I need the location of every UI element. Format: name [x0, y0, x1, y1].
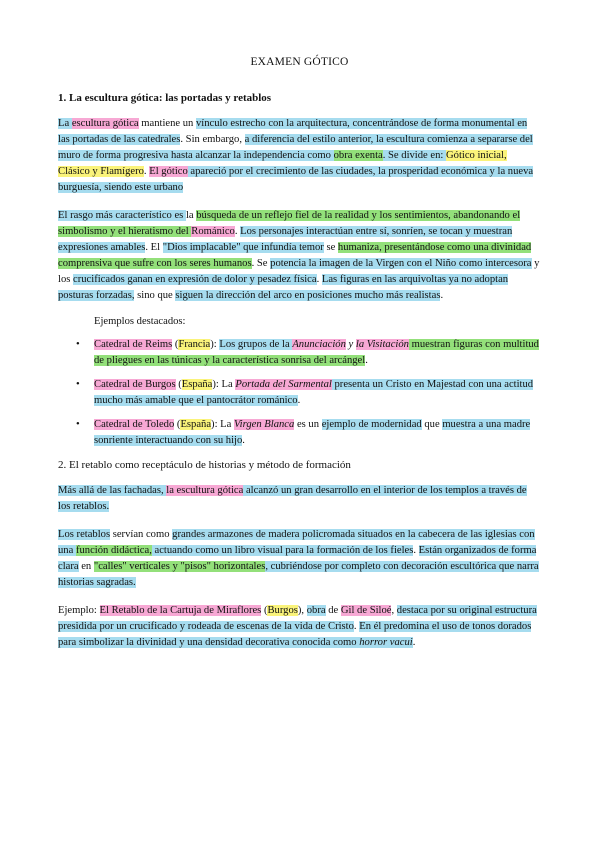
highlight-pink: Gil de Siloé	[340, 605, 392, 616]
examples-list	[58, 337, 541, 449]
text-run: (	[172, 339, 179, 350]
highlight-blue: tonos dorados para simbolizar la divinidad y una densidad decorativa conocida como	[58, 621, 532, 648]
text-run: mantiene un	[138, 118, 196, 129]
bullet-icon: •	[76, 379, 80, 390]
highlight-blue: grandes armazones de madera policromada	[172, 529, 356, 540]
text-run: (	[175, 379, 182, 390]
highlight-pink: Anunciación	[292, 339, 346, 350]
text-run: es un	[294, 419, 322, 430]
highlight-blue: ejemplo de modernidad	[321, 419, 422, 430]
highlight-blue: destaca por su original estructura presidida por un crucificado y rodeada de escenas de la vida de Cristo	[58, 605, 537, 632]
highlight-blue: Los personajes interactúan entre sí, sonríen, se tocan y muestran expresiones amables	[58, 226, 513, 253]
highlight-pink: la Visitación	[355, 339, 409, 350]
highlight-pink: El Retablo de la Cartuja de Miraflores	[99, 605, 262, 616]
highlight-pink: Catedral de Toledo	[94, 419, 175, 430]
text-run: .	[440, 290, 444, 301]
highlight-blue: Los grupos de la	[219, 339, 293, 350]
highlight-blue: muestra a una madre sonriente interactuando con su hijo	[94, 419, 531, 446]
bullet-icon: •	[76, 419, 80, 430]
examples-intro: Ejemplos destacados:	[94, 316, 186, 327]
text-run: ): La	[212, 379, 236, 390]
page-title: EXAMEN GÓTICO	[250, 56, 349, 68]
text-run: y los	[58, 258, 540, 285]
text-run: servían como	[110, 529, 173, 540]
highlight-blue: situados en la cabecera de las iglesias con una	[58, 529, 535, 556]
text-run: .	[353, 621, 360, 632]
text-run: .	[234, 226, 241, 237]
example-item-toledo	[58, 417, 541, 449]
example-text	[94, 339, 539, 366]
highlight-blue: obra	[306, 605, 326, 616]
highlight-pink: escultura gótica	[71, 118, 139, 129]
highlight-pink: Catedral de Burgos	[94, 379, 176, 390]
highlight-blue: Los retablos	[58, 529, 111, 540]
example-item-burgos	[58, 377, 541, 409]
text-run: y	[345, 339, 356, 350]
highlight-blue: "Dios implacable" que infundía temor	[162, 242, 324, 253]
highlight-blue: Las figuras en las arquivoltas ya no adoptan posturas forzadas,	[58, 274, 509, 301]
highlight-blue: El rasgo más característico es	[58, 210, 186, 221]
highlight-blue: concentrándose de forma monumental en las portadas de las catedrales	[58, 118, 528, 145]
example-text	[94, 379, 533, 406]
highlight-blue: , cubriéndose por completo con decoración escultórica que narra historias sagradas.	[58, 561, 539, 588]
text-run: de	[325, 605, 341, 616]
highlight-blue: potencia la imagen de la Virgen con el Niño como intercesora	[270, 258, 532, 269]
text-run: .	[413, 545, 419, 556]
text-run: la	[185, 210, 197, 221]
highlight-blue: vínculo estrecho con la arquitectura,	[195, 118, 353, 129]
text-run: ):	[210, 339, 220, 350]
text-run: .	[365, 355, 368, 366]
highlight-yellow: España	[181, 379, 213, 390]
highlight-green: muestran figuras con multitud de pliegues en las túnicas y la característica sonrisa del arcángel	[94, 339, 539, 366]
highlight-blue: crucificados ganan en expresión de dolor y pesadez física	[73, 274, 317, 285]
text-run: .	[242, 435, 245, 446]
text-run: .	[412, 637, 416, 648]
highlight-green: obra exenta	[333, 150, 383, 161]
highlight-blue: La	[58, 118, 72, 129]
highlight-yellow: España	[180, 419, 212, 430]
text-run: . Sin embargo,	[180, 134, 245, 145]
highlight-pink: El gótico	[149, 166, 188, 177]
text-run: en	[78, 561, 94, 572]
highlight-blue: actuando como un libro visual para la formación de los fieles	[151, 545, 414, 556]
example-item-reims	[58, 337, 541, 369]
example-text	[94, 419, 530, 446]
highlight-pink: la escultura gótica	[166, 485, 244, 496]
highlight-blue: . Se divide en:	[382, 150, 446, 161]
highlight-blue: Más allá de las fachadas,	[58, 485, 167, 496]
text-run: . Se	[251, 258, 271, 269]
highlight-yellow: Francia	[178, 339, 211, 350]
highlight-blue: alcanzó un gran desarrollo en el interior de los templos a través de los retablos.	[58, 485, 527, 512]
text-run: .	[143, 166, 150, 177]
section-2-paragraph-2	[58, 527, 541, 591]
section-1-paragraph-2	[58, 208, 541, 304]
highlight-blue: apareció por el crecimiento de las ciudades, la prosperidad económica y la nueva burguesía, siendo este urbano	[58, 166, 534, 193]
highlight-green: "calles" verticales y "pisos" horizontales	[93, 561, 266, 572]
section-2-heading: 2. El retablo como receptáculo de historias y método de formación	[58, 459, 351, 471]
text-run: ),	[297, 605, 307, 616]
highlight-pink: Virgen Blanca	[234, 419, 295, 430]
section-2-paragraph-1	[58, 483, 541, 515]
text-run: (	[261, 605, 268, 616]
highlight-green: humaniza, presentándose como una divinidad comprensiva que sufre con los seres humanos	[58, 242, 532, 269]
text-run: ,	[391, 605, 397, 616]
bullet-icon: •	[76, 339, 80, 350]
highlight-blue: siguen la dirección del arco en posiciones mucho más realistas	[175, 290, 441, 301]
section-2-paragraph-3	[58, 603, 541, 651]
highlight-blue: a diferencia del estilo anterior, la escultura comienza a separarse del muro de forma progresiva hasta alcanzar la independencia como	[58, 134, 533, 161]
text-run: Ejemplo:	[58, 605, 100, 616]
text-run: se	[323, 242, 338, 253]
section-1-paragraph-1	[58, 116, 541, 196]
highlight-blue: Están organizados de forma clara	[58, 545, 537, 572]
highlight-blue: presenta un Cristo en Majestad con una actitud mucho más amable que el pantocrátor románico	[94, 379, 534, 406]
highlight-blue: horror vacui	[359, 637, 413, 648]
text-run: (	[174, 419, 181, 430]
highlight-blue: En él predomina el uso de	[359, 621, 470, 632]
text-run: .	[316, 274, 322, 285]
highlight-green: búsqueda de un reflejo fiel de la realidad y los sentimientos, abandonando el simbolismo y el hieratismo del	[58, 210, 521, 237]
highlight-pink: Catedral de Reims	[94, 339, 173, 350]
highlight-pink: Románico	[191, 226, 235, 237]
section-1-heading: 1. La escultura gótica: las portadas y retablos	[58, 92, 272, 104]
highlight-green: función didáctica,	[75, 545, 152, 556]
text-run: que	[421, 419, 443, 430]
text-run: . El	[145, 242, 163, 253]
highlight-pink: Portada del Sarmental	[235, 379, 332, 390]
highlight-yellow: Burgos	[267, 605, 298, 616]
highlight-yellow: Gótico inicial, Clásico y Flamígero	[58, 150, 507, 177]
text-run: .	[297, 395, 301, 406]
text-run: ): La	[211, 419, 234, 430]
text-run: sino que	[134, 290, 176, 301]
